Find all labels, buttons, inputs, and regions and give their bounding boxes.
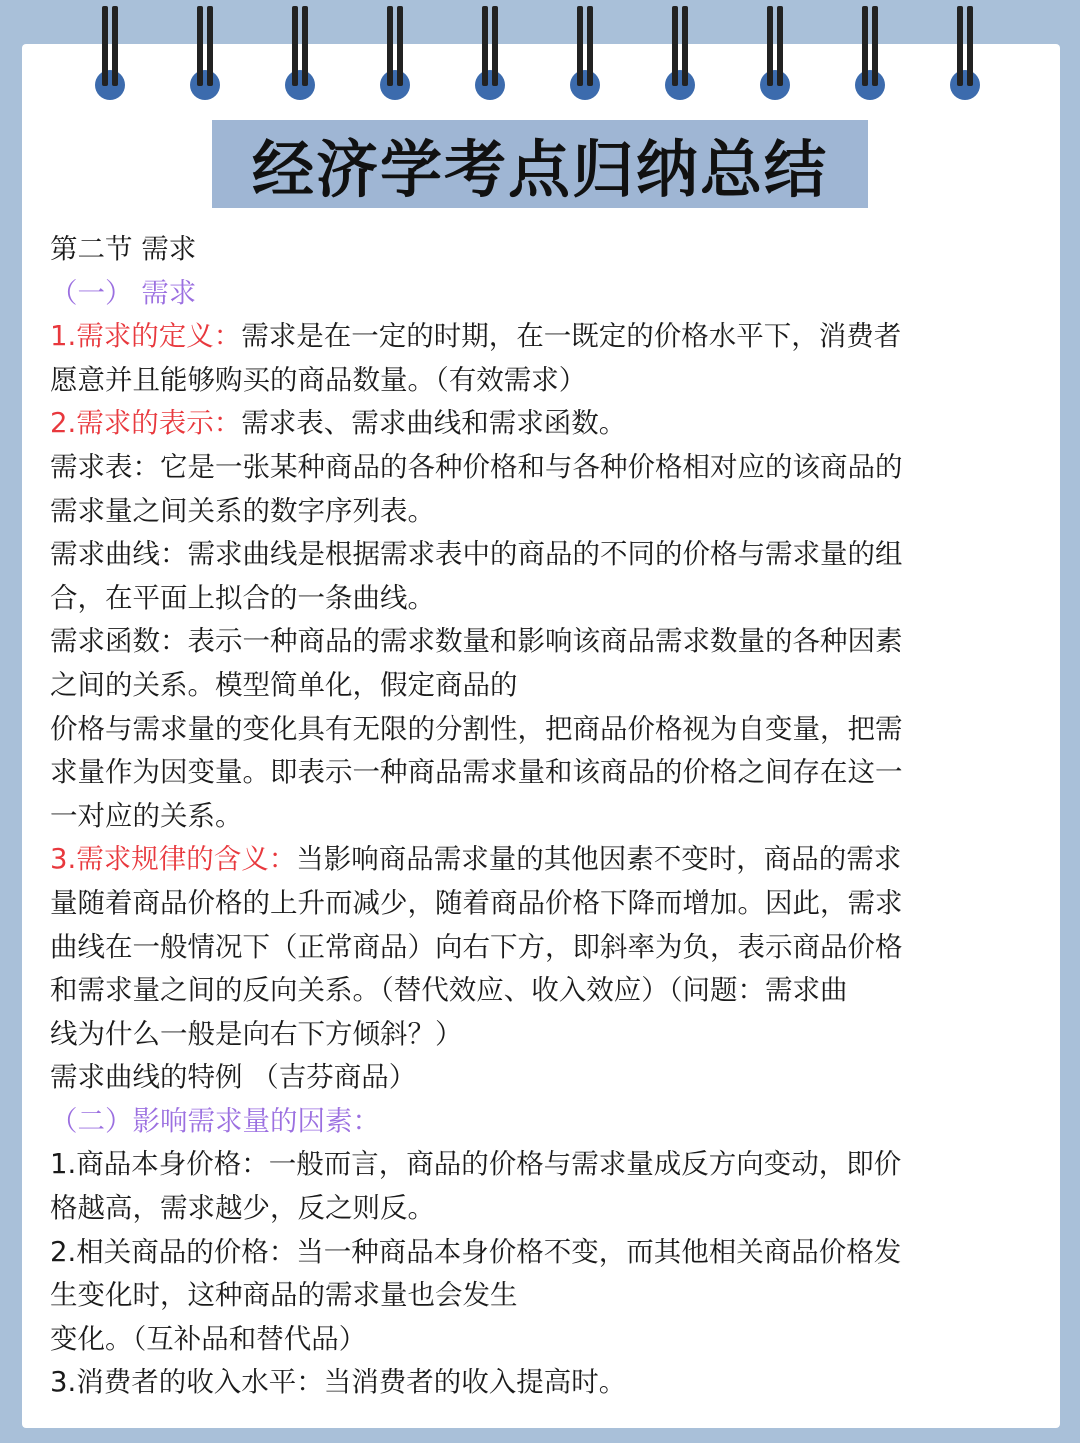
text-segment: 需求量之间关系的数字序列表。 xyxy=(50,494,435,527)
text-segment: 格越高，需求越少，反之则反。 xyxy=(50,1192,435,1225)
text-line xyxy=(50,315,1035,359)
heading-segment: 2.需求的表示： xyxy=(50,407,242,440)
text-segment: 1.商品本身价格：一般而言，商品的价格与需求量成反方向变动，即价 xyxy=(50,1148,902,1181)
text-line xyxy=(50,708,1035,752)
text-line xyxy=(50,664,1035,708)
heading-segment: （二）影响需求量的因素： xyxy=(50,1104,380,1137)
text-segment: 求量作为因变量。即表示一种商品需求量和该商品的价格之间存在这一 xyxy=(50,756,903,789)
text-segment: 合，在平面上拟合的一条曲线。 xyxy=(50,581,435,614)
text-segment: 3.消费者的收入水平：当消费者的收入提高时。 xyxy=(50,1366,627,1399)
binding-ring-icon xyxy=(760,6,790,106)
text-segment: 需求是在一定的时期，在一既定的价格水平下，消费者 xyxy=(241,320,902,353)
text-line xyxy=(50,969,1035,1013)
text-line xyxy=(50,228,1035,272)
text-line xyxy=(50,1013,1035,1057)
text-segment: 线为什么一般是向右下方倾斜？） xyxy=(50,1017,463,1050)
binding-ring-icon xyxy=(95,6,125,106)
text-line xyxy=(50,402,1035,446)
binding-ring-icon xyxy=(285,6,315,106)
text-line xyxy=(50,1361,1035,1405)
text-line xyxy=(50,1318,1035,1362)
text-segment: 量随着商品价格的上升而减少，随着商品价格下降而增加。因此，需求 xyxy=(50,886,903,919)
heading-segment: （一） 需求 xyxy=(50,276,197,309)
text-segment: 价格与需求量的变化具有无限的分割性，把商品价格视为自变量，把需 xyxy=(50,712,903,745)
text-segment: 愿意并且能够购买的商品数量。（有效需求） xyxy=(50,363,587,396)
text-segment: 2.相关商品的价格：当一种商品本身价格不变，而其他相关商品价格发 xyxy=(50,1235,902,1268)
text-segment: 生变化时，这种商品的需求量也会发生 xyxy=(50,1279,518,1312)
text-segment: 需求曲线的特例 （吉芬商品） xyxy=(50,1061,417,1094)
text-segment: 之间的关系。模型简单化，假定商品的 xyxy=(50,668,518,701)
binding-ring-icon xyxy=(475,6,505,106)
text-segment: 需求函数：表示一种商品的需求数量和影响该商品需求数量的各种因素 xyxy=(50,625,903,658)
text-segment: 一对应的关系。 xyxy=(50,799,243,832)
text-line xyxy=(50,795,1035,839)
spiral-binding xyxy=(0,0,1080,110)
text-line xyxy=(50,882,1035,926)
binding-ring-icon xyxy=(380,6,410,106)
text-line xyxy=(50,1056,1035,1100)
text-segment: 需求表、需求曲线和需求函数。 xyxy=(241,407,627,440)
heading-segment: 1.需求的定义： xyxy=(50,320,242,353)
binding-ring-icon xyxy=(190,6,220,106)
page-title: 经济学考点归纳总结 xyxy=(251,132,828,206)
text-line xyxy=(50,533,1035,577)
text-segment: 第二节 需求 xyxy=(50,233,197,265)
text-line xyxy=(50,838,1035,882)
text-line xyxy=(50,1231,1035,1275)
text-line xyxy=(50,926,1035,970)
binding-ring-icon xyxy=(855,6,885,106)
text-line xyxy=(50,1187,1035,1231)
text-line xyxy=(50,577,1035,621)
heading-segment: 3.需求规律的含义： xyxy=(50,843,297,876)
text-line xyxy=(50,359,1035,403)
text-segment: 变化。（互补品和替代品） xyxy=(50,1322,367,1355)
binding-ring-icon xyxy=(665,6,695,106)
text-line xyxy=(50,620,1035,664)
text-segment: 和需求量之间的反向关系。（替代效应、收入效应）（问题：需求曲 xyxy=(50,974,848,1007)
binding-ring-icon xyxy=(950,6,980,106)
text-line xyxy=(50,751,1035,795)
text-segment: 需求曲线：需求曲线是根据需求表中的商品的不同的价格与需求量的组 xyxy=(50,538,903,571)
notes-body xyxy=(50,228,1035,1405)
text-line xyxy=(50,1100,1035,1144)
text-line xyxy=(50,1274,1035,1318)
text-segment: 需求表：它是一张某种商品的各种价格和与各种价格相对应的该商品的 xyxy=(50,450,903,483)
text-line xyxy=(50,272,1035,316)
text-line xyxy=(50,1143,1035,1187)
text-segment: 曲线在一般情况下（正常商品）向右下方，即斜率为负，表示商品价格 xyxy=(50,930,903,963)
binding-ring-icon xyxy=(570,6,600,106)
text-line xyxy=(50,446,1035,490)
text-line xyxy=(50,490,1035,534)
text-segment: 当影响商品需求量的其他因素不变时，商品的需求 xyxy=(296,843,902,876)
